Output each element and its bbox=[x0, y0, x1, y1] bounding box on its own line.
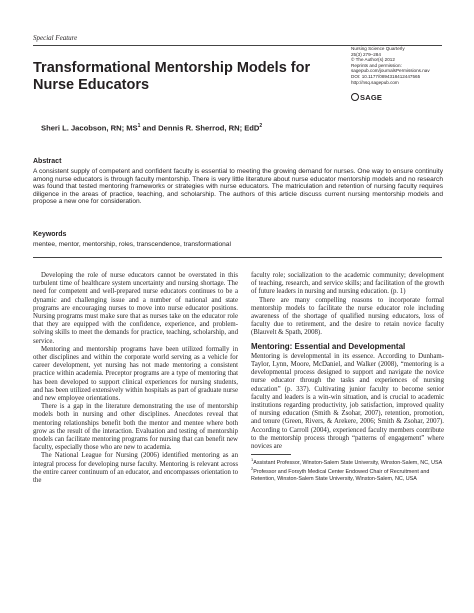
keywords-heading: Keywords bbox=[33, 231, 67, 238]
journal-volume: 25(3) 279–284 bbox=[351, 51, 381, 57]
section-heading: Mentoring: Essential and Developmental bbox=[251, 341, 406, 351]
journal-name: Nursing Science Quarterly bbox=[351, 46, 405, 51]
footnote-2-text: Professor and Forsyth Medical Center Endowed Chair of Recruitment and Retention, Winston-Salem State University, Winston-Salem, NC, USA bbox=[251, 469, 430, 482]
abstract-heading: Abstract bbox=[33, 158, 62, 165]
reprints-line: Reprints and permission: bbox=[351, 62, 402, 68]
doi-line[interactable]: DOI: 10.1177/0894318412447565 bbox=[351, 73, 421, 79]
author-1-affiliation-mark: 1 bbox=[137, 123, 141, 129]
author-line bbox=[41, 123, 262, 133]
sage-seal-icon bbox=[351, 93, 359, 101]
block-quote-continuation: faculty role; socialization to the academic community; development of teaching, research, and service skills; and facilitation of the growth of future leaders in nursing and nursing education. (p. 1) bbox=[251, 272, 444, 296]
section-divider bbox=[33, 257, 442, 258]
footnote-2-mark: 2 bbox=[251, 466, 254, 472]
footnote-1-text: Assistant Professor, Winston-Salem State University, Winston-Salem, NC, USA bbox=[253, 460, 443, 467]
section-label: Special Feature bbox=[33, 34, 78, 42]
journal-info bbox=[351, 46, 461, 85]
author-2: Dennis R. Sherrod, RN; EdD bbox=[158, 123, 260, 133]
permissions-link[interactable]: sagepub.com/journalsPermissions.nav bbox=[351, 68, 430, 74]
body-paragraph: Mentoring is developmental in its essence. According to Dunham-Taylor, Lynn, Moore, McDaniel, and Walker (2008), “mentoring is a developmental process designed to support and navigate the novice nurse educator through the tasks and experiences of nursing education” (p. 337). Cultivating junior faculty to become senior faculty and leaders is a win-win situation, and is crucial to academic institutions regarding productivity, job satisfaction, improved quality of nursing education (Smith & Zsohar, 2007), retention, promotion, and tenure (Green, Rivers, & Arekere, 2006; Smith & Zsohar, 2007). According to Carroll (2004), experienced faculty members contribute to the mentorship process through “patterns of engagement” where novices are bbox=[251, 352, 444, 451]
sage-logo bbox=[351, 93, 382, 102]
body-column-right bbox=[251, 272, 444, 482]
footnote-divider bbox=[251, 454, 291, 455]
abstract-text: A consistent supply of competent and confident faculty is essential to meeting the growing demand for nurses. One way to ensure continuity among nurse educators is through faculty mentorship. There is very little literature about nurse educator mentorship models and no research was found that tested mentoring frameworks or strategies with nurse educators. The matriculation and retention of nursing faculty requires diligence in the areas of practice, teaching, and scholarship. The authors of this article discuss current nursing mentorship models and propose a new one for consideration. bbox=[33, 168, 443, 205]
footnote-1 bbox=[251, 457, 444, 466]
copyright-line: © The Author(s) 2012 bbox=[351, 57, 395, 63]
body-paragraph: Mentoring and mentorship programs have been utilized formally in other disciplines and within the corporate world serving as a vehicle for career development, yet nursing has not made mentoring a consistent practice within academia. Preceptor programs are a type of mentoring that has been developed to support clinical experiences for nursing students, and has been utilized extensively within hospitals as part of graduate nurse and new employee orientations. bbox=[33, 345, 238, 403]
journal-url[interactable]: http://nsq.sagepub.com bbox=[351, 79, 399, 85]
body-paragraph: The National League for Nursing (2006) identified mentoring as an integral process for developing nurse faculty. Mentoring is relevant across the entire career continuum of an educator, and encompasses orientation to the bbox=[33, 452, 238, 485]
author-connector: and bbox=[140, 123, 159, 133]
sage-logo-text: SAGE bbox=[360, 93, 383, 102]
body-column-left bbox=[33, 272, 238, 485]
footnote-2 bbox=[251, 466, 444, 482]
keywords-text: mentee, mentor, mentorship, roles, transcendence, transformational bbox=[33, 241, 231, 248]
author-1: Sheri L. Jacobson, RN; MS bbox=[41, 123, 138, 133]
body-paragraph: Developing the role of nurse educators cannot be overstated in this turbulent time of healthcare system uncertainty and nursing shortage. The need for competent and well-prepared nurse educators continues to be a dynamic and challenging issue and a number of national and state programs are encouraging nurses to move into nurse educator positions. Nursing programs must make sure that as nurses take on the educator role that they are equipped with the confidence, experience, and problem-solving skills to meet the demands for practice, teaching, scholarship, and service. bbox=[33, 272, 238, 345]
body-paragraph: There is a gap in the literature demonstrating the use of mentorship models both in nursing and other disciplines. Anecdotes reveal that mentoring relationships benefit both the mentor and mentee where both grow as the result of the interaction. Evaluation and testing of mentorship models can facilitate mentoring programs for nursing that can benefit new faculty, especially those who are new to academia. bbox=[33, 403, 238, 452]
author-2-affiliation-mark: 2 bbox=[259, 123, 263, 129]
footnote-1-mark: 1 bbox=[251, 457, 254, 463]
article-title: Transformational Mentorship Models for Nurse Educators bbox=[33, 60, 311, 93]
body-paragraph: There are many compelling reasons to incorporate formal mentorship models to facilitate the nurse educator role including awareness of the shortage of qualified nursing educators, loss of faculty due to retirement, and the desire to retain novice faculty (Blauvelt & Spath, 2008). bbox=[251, 296, 444, 337]
